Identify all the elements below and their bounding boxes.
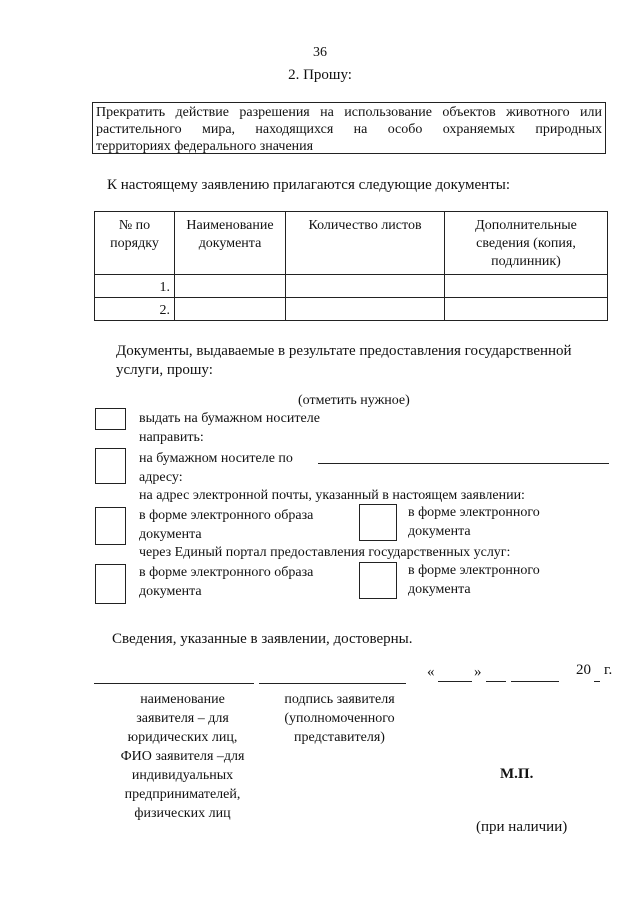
- checkbox-portal-doc[interactable]: [359, 562, 397, 599]
- email-intro: на адрес электронной почты, указанный в настоящем заявлении:: [139, 488, 525, 503]
- address-input-line[interactable]: [318, 463, 609, 464]
- header-sheet-count: Количество листов: [286, 212, 445, 275]
- signature-line[interactable]: [259, 683, 406, 684]
- checkbox-email-image[interactable]: [95, 507, 126, 545]
- header-additional-info: Дополнительные сведения (копия, подлинник): [445, 212, 608, 275]
- table-cell[interactable]: [286, 275, 445, 298]
- table-cell[interactable]: [445, 275, 608, 298]
- name-caption: наименование заявителя – для юридических лиц, ФИО заявителя –для индивидуальных предпринимателей, физических лиц: [120, 692, 245, 821]
- result-text: Документы, выдаваемые в результате предоставления государственной: [116, 343, 572, 359]
- option-paper-address-label: адресу:: [139, 470, 183, 485]
- option-portal-doc-label: в форме электронного: [408, 563, 540, 578]
- section-title: 2. Прошу:: [288, 67, 352, 83]
- header-document-name: Наименование документа: [175, 212, 286, 275]
- confirmation-text: Сведения, указанные в заявлении, достоверны.: [112, 631, 413, 647]
- portal-intro: через Единый портал предоставления государственных услуг:: [139, 545, 511, 560]
- date-day-line-tail: [486, 681, 506, 682]
- table-header-row: [95, 212, 608, 275]
- request-line: Прекратить действие разрешения на использование объектов животного или: [96, 105, 602, 120]
- attachments-intro: К настоящему заявлению прилагаются следующие документы:: [107, 177, 511, 193]
- stamp-label: М.П.: [500, 766, 534, 782]
- date-year-line[interactable]: [594, 681, 600, 682]
- option-portal-doc-label: документа: [408, 582, 471, 597]
- checkbox-paper-issue[interactable]: [95, 408, 126, 430]
- table-cell[interactable]: [286, 298, 445, 321]
- date-day-line[interactable]: [438, 681, 472, 682]
- checkbox-paper-address[interactable]: [95, 448, 126, 484]
- date-open-quote: «: [427, 664, 435, 680]
- option-paper-issue-label: выдать на бумажном носителе: [139, 411, 320, 426]
- request-text-box: [92, 102, 606, 154]
- option-portal-image-label: в форме электронного образа: [139, 565, 314, 580]
- option-portal-image-label: документа: [139, 584, 202, 599]
- table-row: [95, 298, 608, 321]
- signature-caption: подпись заявителя (уполномоченного представителя): [284, 692, 395, 745]
- header-number: № по порядку: [95, 212, 175, 275]
- table-cell[interactable]: [175, 275, 286, 298]
- option-email-doc-label: в форме электронного: [408, 505, 540, 520]
- mark-hint: (отметить нужное): [298, 393, 410, 408]
- date-close-quote: »: [474, 664, 482, 680]
- option-email-image-label: документа: [139, 527, 202, 542]
- request-line: территориях федерального значения: [96, 139, 314, 154]
- stamp-note: (при наличии): [476, 819, 568, 835]
- table-row: [95, 275, 608, 298]
- name-line[interactable]: [94, 683, 254, 684]
- row-number: 2.: [95, 298, 175, 321]
- table-cell[interactable]: [445, 298, 608, 321]
- table-cell[interactable]: [175, 298, 286, 321]
- request-line: растительного мира, находящихся на особо охраняемых природных: [96, 122, 602, 137]
- attachments-table: [94, 211, 608, 321]
- date-year-suffix: г.: [604, 662, 613, 678]
- option-email-doc-label: документа: [408, 524, 471, 539]
- option-paper-address-label: на бумажном носителе по: [139, 451, 293, 466]
- page-number: 36: [313, 45, 327, 60]
- date-month-line[interactable]: [511, 681, 559, 682]
- row-number: 1.: [95, 275, 175, 298]
- checkbox-email-doc[interactable]: [359, 504, 397, 541]
- result-text: услуги, прошу:: [116, 362, 213, 378]
- option-email-image-label: в форме электронного образа: [139, 508, 314, 523]
- send-label: направить:: [139, 430, 204, 445]
- checkbox-portal-image[interactable]: [95, 564, 126, 604]
- date-year-prefix: 20: [576, 662, 591, 678]
